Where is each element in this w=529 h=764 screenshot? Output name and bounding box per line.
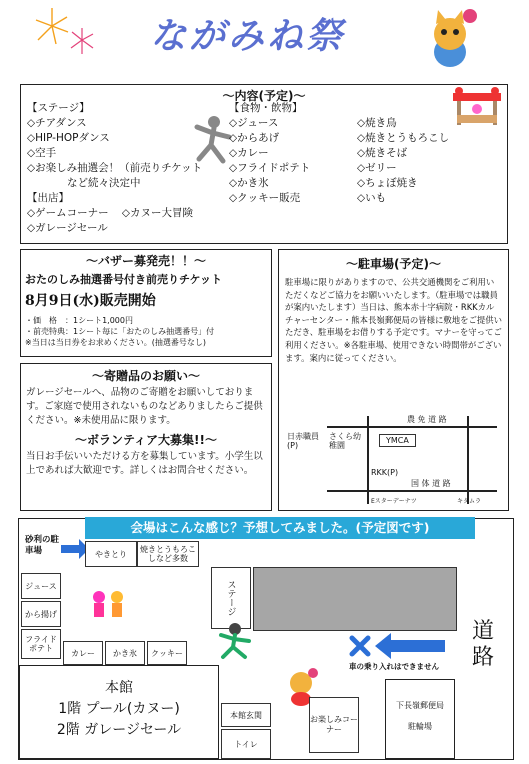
no-entry-icon	[349, 635, 371, 661]
bazaar-note: ※当日は当日券をお求めください。(抽選番号なし)	[25, 338, 206, 347]
shop-item: ◇ガレージセール	[27, 222, 108, 234]
es-label: Eスターデーナツ	[371, 498, 417, 505]
stage-item: ◇チアダンス	[27, 117, 87, 129]
post-office-label: 下長嶺郵便局	[396, 701, 444, 710]
post-office-area	[385, 679, 455, 759]
karaage-stall: から揚げ	[21, 601, 61, 627]
parking-text: 駐車場に限りがありますので、公共交通機関をご利用いただくなどご協力をお願いいたします。（駐車場では職員が案内いたします）当日は、熊本赤十字病院・RKKカルチャーセンター・熊本長嶺郵便局の皆様に敷地をご提供いただき、駐車場をお借りする予定です。マナーを守ってご利用ください。※各駐車場、使用できない時間帯がございます。案内に従ってください。	[285, 277, 502, 363]
bazaar-line1: おたのしみ抽選番号付き前売りチケット	[25, 273, 223, 286]
floor2-label: 2階 ガレージセール	[56, 722, 182, 738]
karate-icon	[215, 621, 255, 665]
volunteer-text: 当日お手伝いいただける方を募集しています。小学生以上であれば大歓迎です。詳しくはお問合せください。	[26, 451, 263, 476]
shop-heading: 【出店】	[27, 192, 69, 204]
curry-stall: カレー	[63, 641, 103, 665]
shop-item: ◇ゲームコーナー	[27, 207, 109, 219]
bazaar-date: 8月9日(水)販売開始	[25, 293, 156, 309]
toilet-label: トイレ	[221, 729, 271, 759]
food-item: ◇からあげ	[229, 132, 280, 144]
stage-heading: 【ステージ】	[27, 102, 90, 114]
stage-item: ◇お楽しみ抽選会！（前売りチケット	[27, 162, 203, 174]
main-building-label: 本館	[105, 680, 133, 696]
plaza-area	[253, 567, 457, 631]
donation-text: ガレージセールへ、品物のご寄贈をお願いしております。ご家庭で使用されないものなどありましたらご提供ください。※未使用品に限ります。	[26, 387, 263, 426]
food-item: ◇焼きとうもろこし	[357, 132, 450, 144]
page-title: ながみね祭	[150, 15, 346, 57]
bazaar-perk: ・前売特典：1シート毎に「おたのしみ抽選番号」付	[25, 327, 215, 336]
yakitori-stall: やきとり	[85, 541, 137, 567]
food-item: ◇かき氷	[229, 177, 269, 189]
dancers-icon	[85, 587, 131, 635]
food-item: ◇ジュース	[229, 117, 279, 129]
fries-stall: フライドポテト	[21, 629, 61, 659]
fireworks-icon	[30, 4, 100, 66]
food-item: ◇ゼリー	[357, 162, 397, 174]
entrance-label: 本館玄関	[221, 703, 271, 727]
road-top-label: 農 免 道 路	[407, 415, 447, 424]
rkk-label: RKK(P)	[371, 468, 399, 477]
contents-heading: ～内容(予定)～	[222, 89, 306, 103]
road-bottom-label: 国 体 道 路	[411, 479, 451, 488]
no-entry-label: 車の乗り入れはできません	[349, 662, 439, 671]
stage-item: ◇空手	[27, 147, 57, 159]
donation-section	[20, 363, 272, 511]
stage-item: など続々決定中	[67, 177, 141, 189]
stage-item: ◇HIP-HOPダンス	[27, 132, 110, 144]
venue-map	[18, 518, 514, 760]
floor1-label: 1階 プール(カヌー)	[58, 701, 180, 717]
shop-row	[27, 206, 247, 221]
parking-map	[287, 406, 499, 506]
food-item: ◇焼きそば	[357, 147, 408, 159]
ymca-label: YMCA	[379, 434, 416, 447]
kindergarten-label: さくら幼稚園	[329, 432, 361, 450]
bazaar-heading: ～バザー募発売！！～	[85, 254, 206, 268]
contents-section	[20, 84, 508, 244]
donation-heading: ～寄贈品のお願い～	[91, 369, 200, 383]
venue-banner: 会場はこんな感じ？予想してみました。(予定図です)	[85, 517, 475, 539]
food-item: ◇ちょぼ焼き	[357, 177, 418, 189]
cookie-stall: クッキー	[147, 641, 187, 665]
parking-section	[278, 249, 509, 511]
food-item: ◇クッキー販売	[229, 192, 301, 204]
festival-stall-icon	[449, 85, 505, 133]
mascot-icon	[420, 8, 480, 74]
bazaar-section	[20, 249, 272, 357]
bicycle-parking-label: 駐輪場	[408, 722, 432, 731]
food-item: ◇フライドポテト	[229, 162, 311, 174]
food-item: ◇カレー	[229, 147, 269, 159]
staff-parking-label: 日赤職員(P)	[287, 432, 319, 450]
shop-item: ◇カヌー大冒険	[121, 207, 193, 219]
corn-stall: 焼きとうもろこしなど多数	[137, 541, 199, 567]
food-item: ◇いも	[357, 192, 387, 204]
juice-stall: ジュース	[21, 573, 61, 599]
food-item: ◇焼き鳥	[357, 117, 397, 129]
parking-heading: ～駐車場(予定)～	[346, 257, 441, 271]
kakigori-stall: かき氷	[105, 641, 145, 665]
stage-area: ステージ	[211, 567, 251, 629]
food-heading: 【食物・飲物】	[229, 102, 303, 114]
bazaar-price: ・価 格 ：1シート1,000円	[25, 316, 133, 325]
fun-corner: お楽しみコーナー	[309, 697, 359, 753]
kitamura-label: キタムラ	[457, 498, 481, 505]
volunteer-heading: ～ボランティア大募集!!～	[75, 433, 217, 447]
main-building	[19, 665, 219, 759]
arrow-left-icon	[375, 633, 445, 663]
road-label: 道路	[471, 619, 494, 670]
gravel-parking-label: 砂利の駐車場	[25, 535, 60, 556]
